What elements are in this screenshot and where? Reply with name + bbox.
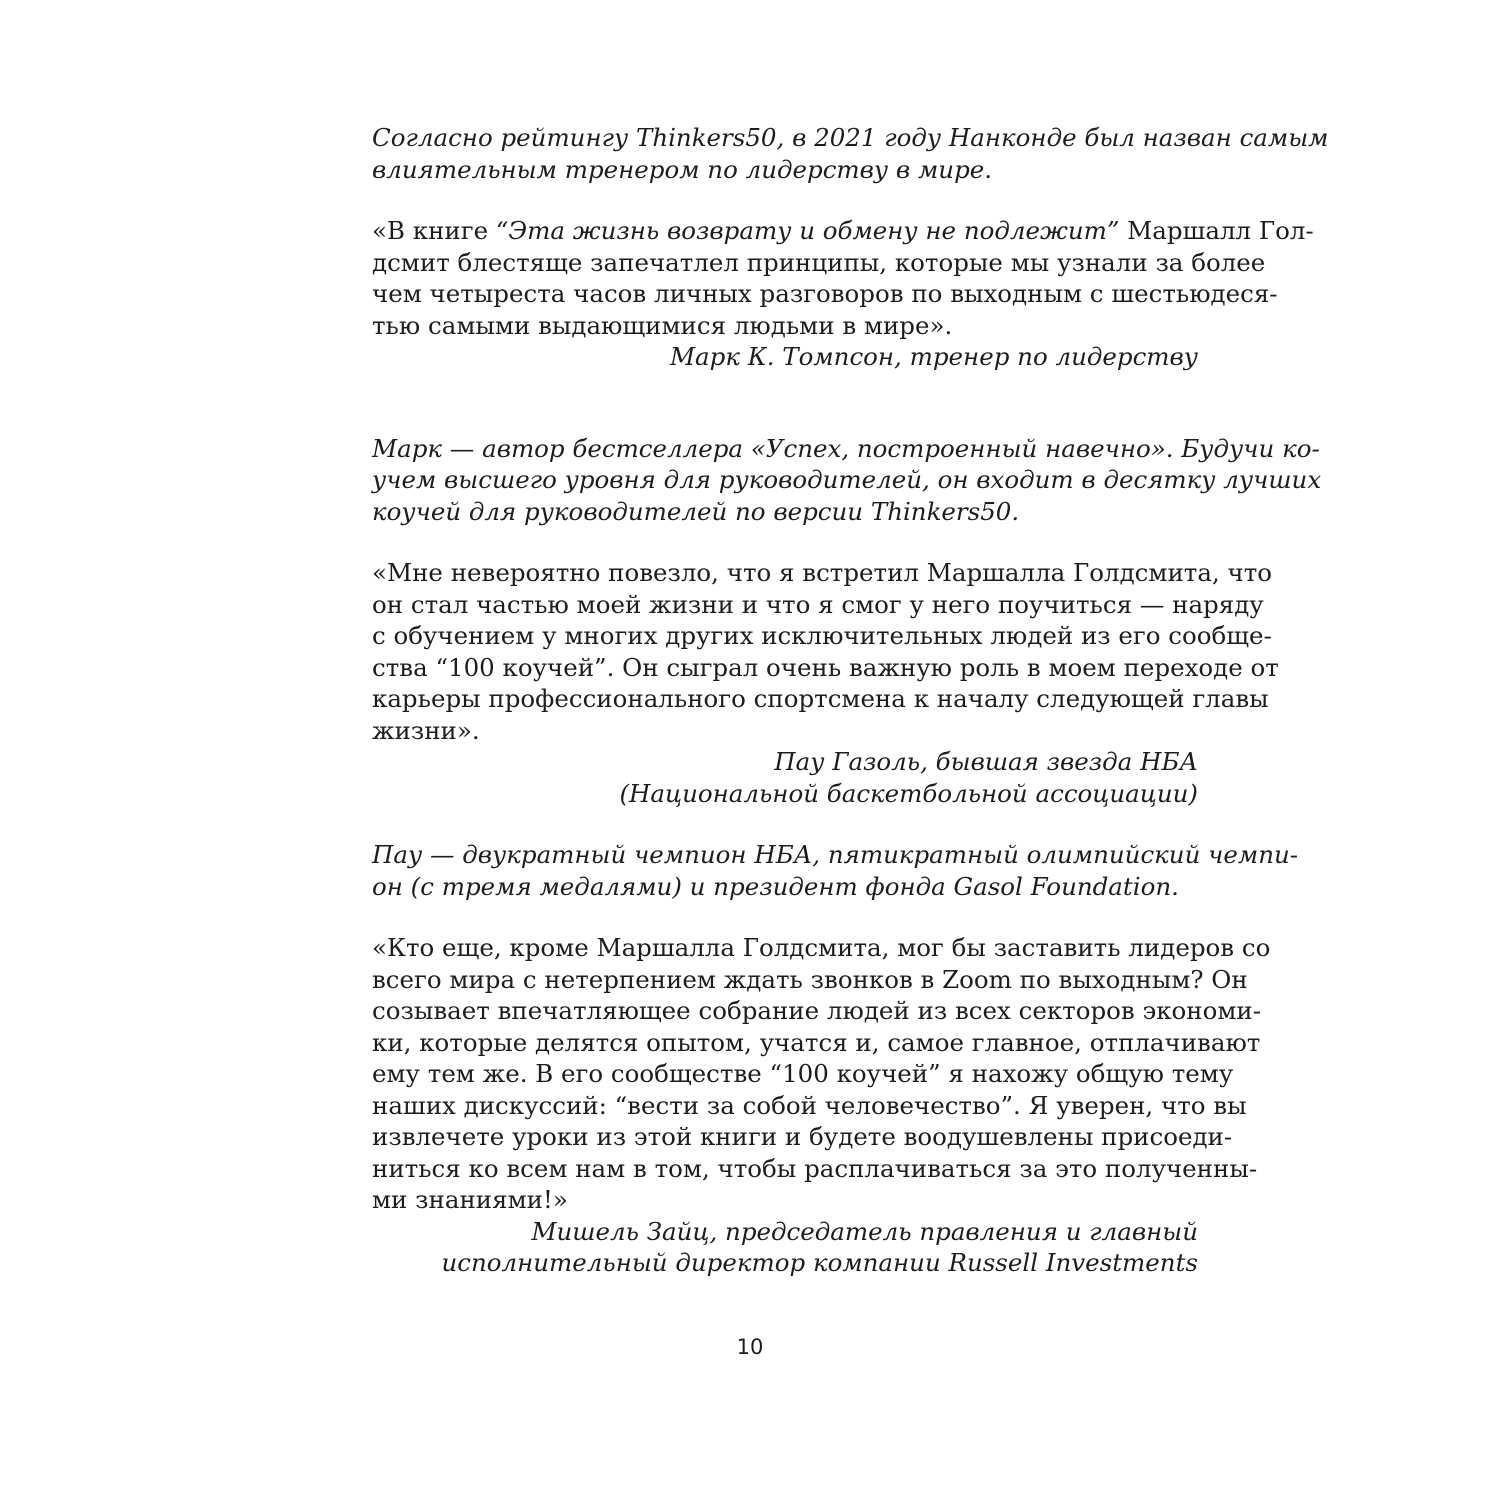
text-run: Маршалл Гол-	[1119, 216, 1314, 245]
attribution: Мишель Зайц, председатель правления и главный	[531, 1216, 1198, 1246]
text-line: коучей для руководителей по версии Thinkers50.	[372, 496, 1020, 526]
text-line: тью самыми выдающимися людьми в мире».	[372, 310, 953, 340]
text-line: наших дискуссий: “вести за собой человечество”. Я уверен, что вы	[372, 1090, 1247, 1120]
text-line: дсмит блестяще запечатлел принципы, которые мы узнали за более	[372, 247, 1266, 277]
text-line: ки, которые делятся опытом, учатся и, самое главное, отплачивают	[372, 1027, 1261, 1057]
text-line: Пау — двукратный чемпион НБА, пятикратный олимпийский чемпи-	[372, 840, 1299, 869]
bio-nankonde	[372, 122, 1329, 185]
quote-zaitz	[372, 932, 1271, 1279]
text-line: созывает впечатляющее собрание людей из всех секторов экономи-	[372, 996, 1261, 1025]
text-line: ми знаниями!»	[372, 1185, 568, 1214]
text-line: ниться ко всем нам в том, чтобы расплачиваться за это полученны-	[372, 1153, 1258, 1183]
bio-thompson	[372, 433, 1322, 528]
text-line: он (с тремя медалями) и президент фонда Gasol Foundation.	[372, 871, 1179, 901]
attribution: (Национальной баскетбольной ассоциации)	[619, 778, 1198, 808]
text-line: жизни».	[372, 715, 480, 745]
text-line: Согласно рейтингу Thinkers50, в 2021 году Нанконде был назван самым	[372, 123, 1329, 152]
text-line: карьеры профессионального спортсмена к началу следующей главы	[372, 684, 1269, 713]
book-title: “Эта жизнь возврату и обмену не подлежит”	[495, 216, 1120, 245]
text-line: «Кто еще, кроме Маршалла Голдсмита, мог бы заставить лидеров со	[372, 933, 1271, 962]
text-line: «Мне невероятно повезло, что я встретил Маршалла Голдсмита, что	[372, 558, 1273, 587]
text-line: учем высшего уровня для руководителей, он входит в десятку лучших	[372, 465, 1322, 494]
text-line: с обучением у многих других исключительных людей из его сообще-	[372, 621, 1272, 650]
page-number: 10	[736, 1335, 764, 1359]
text-line: чем четыреста часов личных разговоров по выходным с шестьюдеся-	[372, 279, 1278, 308]
text-line: Марк — автор бестселлера «Успех, построенный навечно». Будучи ко-	[372, 433, 1320, 463]
text-line: всего мира с нетерпением ждать звонков в Zoom по выходным? Он	[372, 964, 1248, 994]
text-run: «В книге	[372, 216, 496, 245]
quote-thompson	[372, 215, 1314, 373]
text-line: ему тем же. В его сообществе “100 коучей” я нахожу общую тему	[372, 1059, 1234, 1088]
text-line: влиятельным тренером по лидерству в мире.	[372, 154, 993, 184]
page-content	[372, 122, 1329, 1279]
text-line: извлечете уроки из этой книги и будете воодушевлены присоеди-	[372, 1122, 1233, 1151]
text-line: он стал частью моей жизни и что я смог у него поучиться — наряду	[372, 589, 1264, 619]
text-line	[372, 215, 1314, 247]
text-line: ства “100 коучей”. Он сыграл очень важную роль в моем переходе от	[372, 652, 1279, 682]
attribution: Пау Газоль, бывшая звезда НБА	[774, 747, 1198, 776]
attribution: исполнительный директор компании Russell Investments	[441, 1248, 1198, 1277]
bio-gasol	[372, 839, 1299, 902]
quote-gasol	[372, 557, 1279, 809]
attribution: Марк К. Томпсон, тренер по лидерству	[669, 342, 1198, 371]
